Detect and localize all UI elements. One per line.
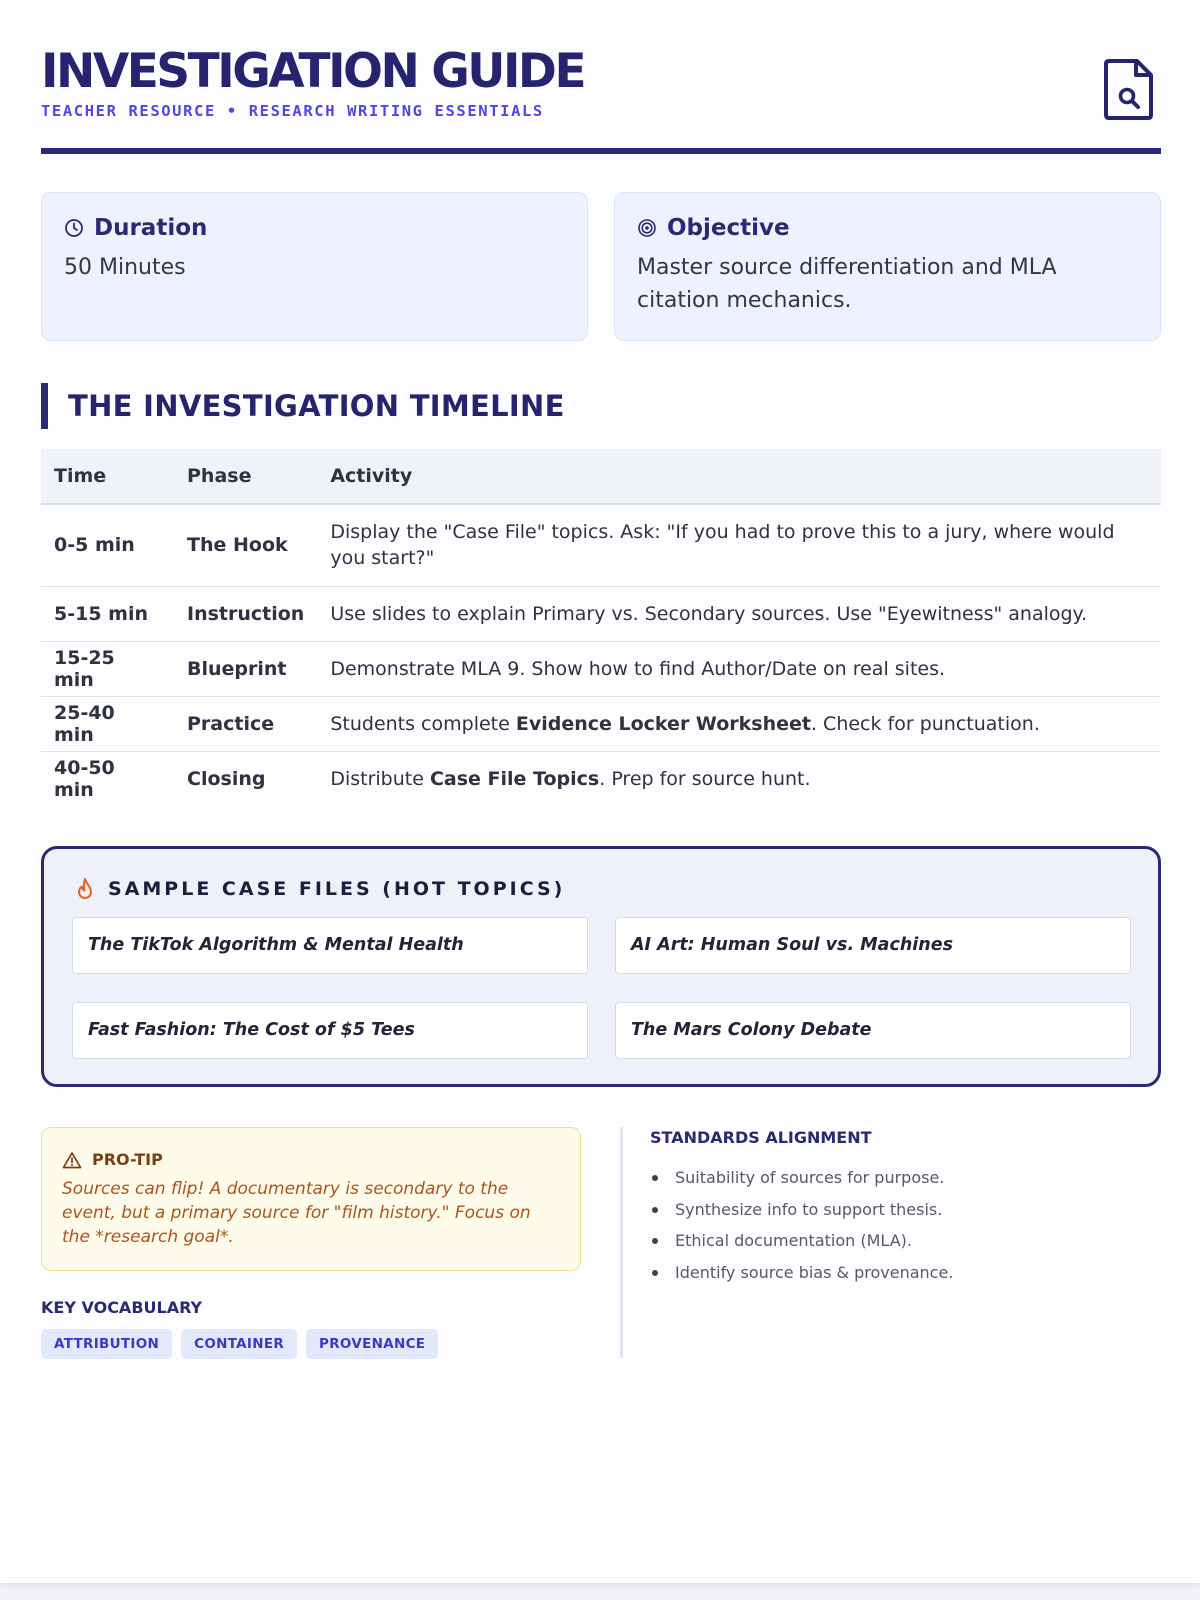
vocabulary-title: KEY VOCABULARY [41, 1298, 203, 1317]
row-activity: Students complete Evidence Locker Worksheet. Check for punctuation. [317, 696, 1161, 751]
handout-name: Case File Topics [429, 767, 600, 790]
row-phase: Blueprint [174, 641, 317, 696]
objective-value: Master source differentiation and MLA citation mechanics. [637, 255, 1057, 313]
table-row [41, 696, 1161, 751]
case-files-title: SAMPLE CASE FILES (HOT TOPICS) [108, 878, 566, 900]
flame-icon [74, 877, 96, 901]
table-row [41, 751, 1161, 806]
objective-label: Objective [667, 215, 790, 241]
standards-title: STANDARDS ALIGNMENT [650, 1128, 872, 1147]
target-icon [637, 218, 657, 238]
case-files-panel [41, 846, 1161, 1087]
pro-tip-text: Sources can flip! A documentary is secondary to the event, but a primary source for "film history." Focus on the *research goal*. [62, 1179, 531, 1247]
clock-icon [64, 218, 84, 238]
row-activity: Display the "Case File" topics. Ask: "If you had to prove this to a jury, where would you start?" [317, 504, 1161, 586]
standards-list [650, 1162, 953, 1288]
row-activity: Distribute Case File Topics. Prep for source hunt. [330, 767, 811, 790]
row-phase: Instruction [174, 586, 317, 641]
timeline-title: THE INVESTIGATION TIMELINE [41, 383, 565, 429]
row-phase: Practice [174, 696, 317, 751]
standards-item: Ethical documentation (MLA). [650, 1225, 953, 1257]
warning-icon [62, 1151, 82, 1169]
vocabulary-chip: CONTAINER [181, 1329, 297, 1359]
row-time: 25-40 min [41, 696, 174, 751]
row-time: 0-5 min [41, 504, 174, 586]
standards-item: Suitability of sources for purpose. [650, 1162, 953, 1194]
standards-item: Synthesize info to support thesis. [650, 1194, 953, 1226]
vocabulary-chip: PROVENANCE [306, 1329, 438, 1359]
column-header-time: Time [54, 465, 107, 487]
row-phase: Closing [187, 767, 266, 790]
case-file-item: Fast Fashion: The Cost of $5 Tees [72, 1002, 588, 1059]
case-file-item: The Mars Colony Debate [615, 1002, 1131, 1059]
pro-tip-box [41, 1127, 581, 1271]
pro-tip-heading [62, 1150, 560, 1169]
row-phase: The Hook [174, 504, 317, 586]
document-search-icon [1103, 58, 1155, 120]
case-file-item: The TikTok Algorithm & Mental Health [72, 917, 588, 974]
duration-label: Duration [94, 215, 208, 241]
table-row [41, 586, 1161, 641]
vocabulary-chips [41, 1329, 438, 1359]
objective-card [614, 192, 1161, 341]
case-files-heading [74, 877, 565, 901]
case-file-item: AI Art: Human Soul vs. Machines [615, 917, 1131, 974]
page-subtitle: TEACHER RESOURCE • RESEARCH WRITING ESSENTIALS [41, 102, 544, 120]
table-header-row [41, 449, 1161, 504]
duration-card [41, 192, 588, 341]
duration-value: 50 Minutes [64, 255, 186, 280]
header [41, 44, 1161, 154]
column-header-activity: Activity [330, 465, 413, 487]
table-row [41, 504, 1161, 586]
row-activity: Demonstrate MLA 9. Show how to find Author/Date on real sites. [317, 641, 1161, 696]
row-time: 40-50 min [54, 756, 115, 801]
pro-tip-label: PRO-TIP [92, 1150, 163, 1169]
timeline-table [41, 449, 1161, 806]
page-title: INVESTIGATION GUIDE [41, 44, 585, 99]
worksheet-name: Evidence Locker Worksheet [515, 712, 811, 735]
row-time: 5-15 min [41, 586, 174, 641]
column-header-phase: Phase [187, 465, 252, 487]
row-activity: Use slides to explain Primary vs. Secondary sources. Use "Eyewitness" analogy. [317, 586, 1161, 641]
row-time: 15-25 min [41, 641, 174, 696]
table-row [41, 641, 1161, 696]
vocabulary-chip: ATTRIBUTION [41, 1329, 172, 1359]
standards-item: Identify source bias & provenance. [650, 1257, 953, 1289]
column-divider [620, 1127, 623, 1358]
